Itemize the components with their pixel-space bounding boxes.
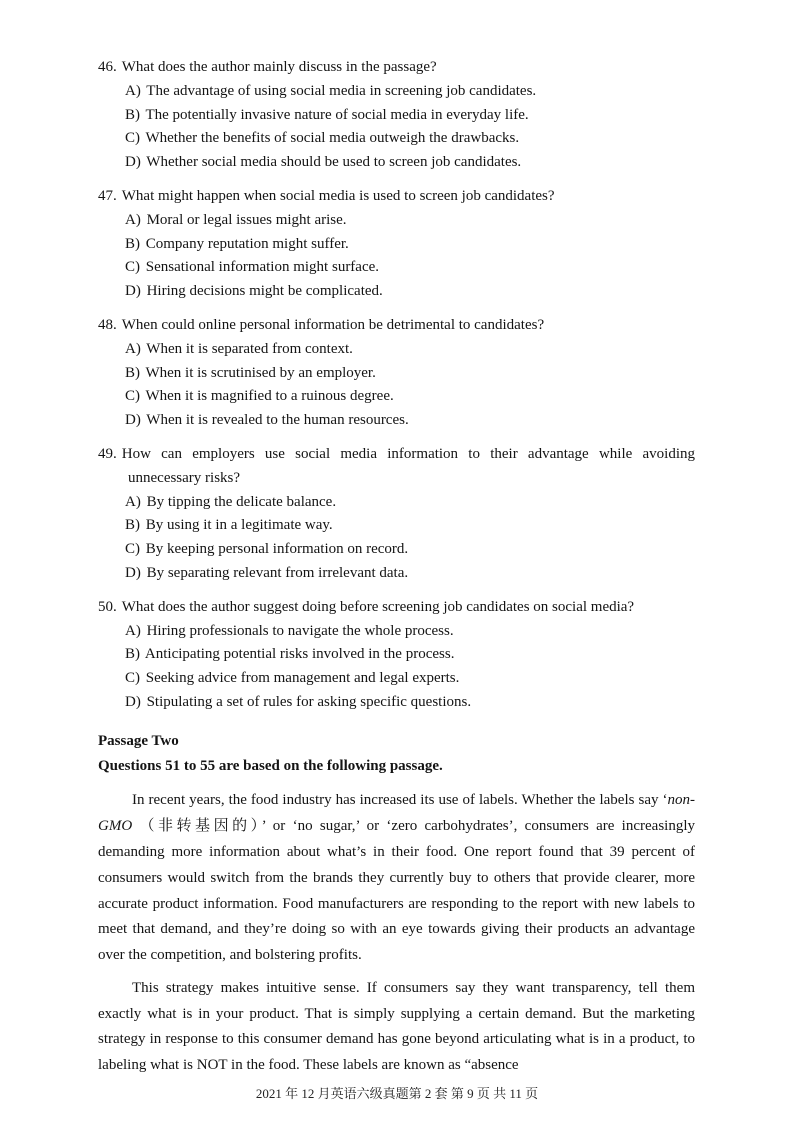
answer-option xyxy=(125,538,695,562)
option-text: When it is revealed to the human resources. xyxy=(142,412,409,429)
question xyxy=(98,56,695,175)
answer-option xyxy=(125,127,695,151)
question xyxy=(98,314,695,433)
answer-option xyxy=(125,233,695,257)
question-number: 46. xyxy=(98,59,117,75)
question xyxy=(98,185,695,304)
italic-term: non-GMO xyxy=(98,792,695,835)
option-label: C) xyxy=(125,541,140,558)
answer-option xyxy=(125,209,695,233)
option-label: C) xyxy=(125,259,140,276)
option-label: B) xyxy=(125,235,140,252)
option-text: Hiring decisions might be complicated. xyxy=(142,283,383,300)
question-text: 47. What might happen when social media is used to screen job candidates? xyxy=(98,187,555,204)
option-text: By using it in a legitimate way. xyxy=(142,517,333,534)
option-label: A) xyxy=(125,211,141,228)
option-label: D) xyxy=(125,283,141,300)
answer-option xyxy=(125,562,695,586)
passage-text: This strategy makes intuitive sense. If consumers say they want transparency, tell them exactly what is in your product. That is simply supplying a certain demand. But the marketing strategy in response to this consumer demand has gone beyond articulating what is in a product, to labeling what is NOT in the food. These labels are known as “absence xyxy=(98,979,695,1074)
answer-option xyxy=(125,643,695,667)
option-label: B) xyxy=(125,646,140,663)
option-label: D) xyxy=(125,693,141,710)
option-label: A) xyxy=(125,340,141,357)
passage-two-title: Passage Two xyxy=(98,732,179,749)
passage-text: In recent years, the food industry has increased its use of labels. Whether the labels say ‘ xyxy=(132,792,668,809)
option-text: When it is scrutinised by an employer. xyxy=(142,364,376,381)
answer-option xyxy=(125,256,695,280)
option-text: When it is magnified to a ruinous degree. xyxy=(142,388,394,405)
passage-two-header xyxy=(98,729,695,780)
option-text: Anticipating potential risks involved in the process. xyxy=(142,646,455,663)
option-text: Seeking advice from management and legal experts. xyxy=(142,670,460,687)
answer-option xyxy=(125,667,695,691)
answer-option xyxy=(125,385,695,409)
option-text: Stipulating a set of rules for asking specific questions. xyxy=(142,693,472,710)
option-text: Whether the benefits of social media outweigh the drawbacks. xyxy=(142,130,520,147)
option-label: C) xyxy=(125,388,140,405)
option-text: By keeping personal information on record. xyxy=(142,541,409,558)
answer-option xyxy=(125,491,695,515)
question-number: 50. xyxy=(98,598,117,615)
option-text: Hiring professionals to navigate the whole process. xyxy=(142,622,454,639)
option-text: Moral or legal issues might arise. xyxy=(142,211,347,228)
answer-option xyxy=(125,514,695,538)
option-text: By separating relevant from irrelevant data. xyxy=(142,564,409,581)
passage-text: （非转基因的）’ or ‘no sugar,’ or ‘zero carbohydrates’, consumers are increasingly demanding more information about what’s in their food. One report found that 39 percent of consumers would switch from the brands they currently buy to others that provide clearer, more accurate product information. Food manufacturers are responding to the report with new labels to meet that demand, and they’re doing so with an eye towards giving their products an advantage over the competition, and bolstering profits. xyxy=(98,818,695,964)
option-text: When it is separated from context. xyxy=(142,340,353,357)
option-label: D) xyxy=(125,412,141,429)
option-label: B) xyxy=(125,106,140,123)
option-label: D) xyxy=(125,154,141,171)
option-label: D) xyxy=(125,564,141,581)
answer-option xyxy=(125,362,695,386)
question xyxy=(98,443,695,586)
answer-option xyxy=(125,338,695,362)
question-list xyxy=(98,56,695,715)
page-footer: 2021 年 12 月英语六级真题第 2 套 第 9 页 共 11 页 xyxy=(255,1086,539,1101)
answer-option xyxy=(125,620,695,644)
option-label: A) xyxy=(125,622,141,639)
option-text: The potentially invasive nature of social media in everyday life. xyxy=(142,106,529,123)
option-label: A) xyxy=(125,493,141,510)
answer-option xyxy=(125,409,695,433)
option-label: A) xyxy=(125,82,141,99)
question-text: 50. What does the author suggest doing before screening job candidates on social media? xyxy=(98,598,635,615)
question-text: 48. When could online personal information be detrimental to candidates? xyxy=(98,316,545,333)
answer-option xyxy=(125,691,695,715)
passage-paragraph xyxy=(98,976,695,1079)
question xyxy=(98,596,695,715)
option-text: The advantage of using social media in screening job candidates. xyxy=(142,82,537,99)
question-text: 46. What does the author mainly discuss in the passage? xyxy=(98,59,437,75)
option-label: C) xyxy=(125,670,140,687)
question-number: 48. xyxy=(98,316,117,333)
question-number: 49. xyxy=(98,445,117,462)
answer-option xyxy=(125,80,695,104)
passage-two-intro: Questions 51 to 55 are based on the following passage. xyxy=(98,758,443,775)
option-label: C) xyxy=(125,130,140,147)
option-text: Company reputation might suffer. xyxy=(142,235,349,252)
option-text: Sensational information might surface. xyxy=(142,259,380,276)
question-text: 49. How can employers use social media information to their advantage while avoiding unnecessary risks? xyxy=(98,445,695,486)
answer-option xyxy=(125,151,695,175)
answer-option xyxy=(125,104,695,128)
option-label: B) xyxy=(125,517,140,534)
option-label: B) xyxy=(125,364,140,381)
option-text: By tipping the delicate balance. xyxy=(142,493,337,510)
passage-paragraph xyxy=(98,788,695,969)
option-text: Whether social media should be used to screen job candidates. xyxy=(142,154,522,171)
answer-option xyxy=(125,280,695,304)
question-number: 47. xyxy=(98,187,117,204)
passage-body xyxy=(98,788,695,1079)
